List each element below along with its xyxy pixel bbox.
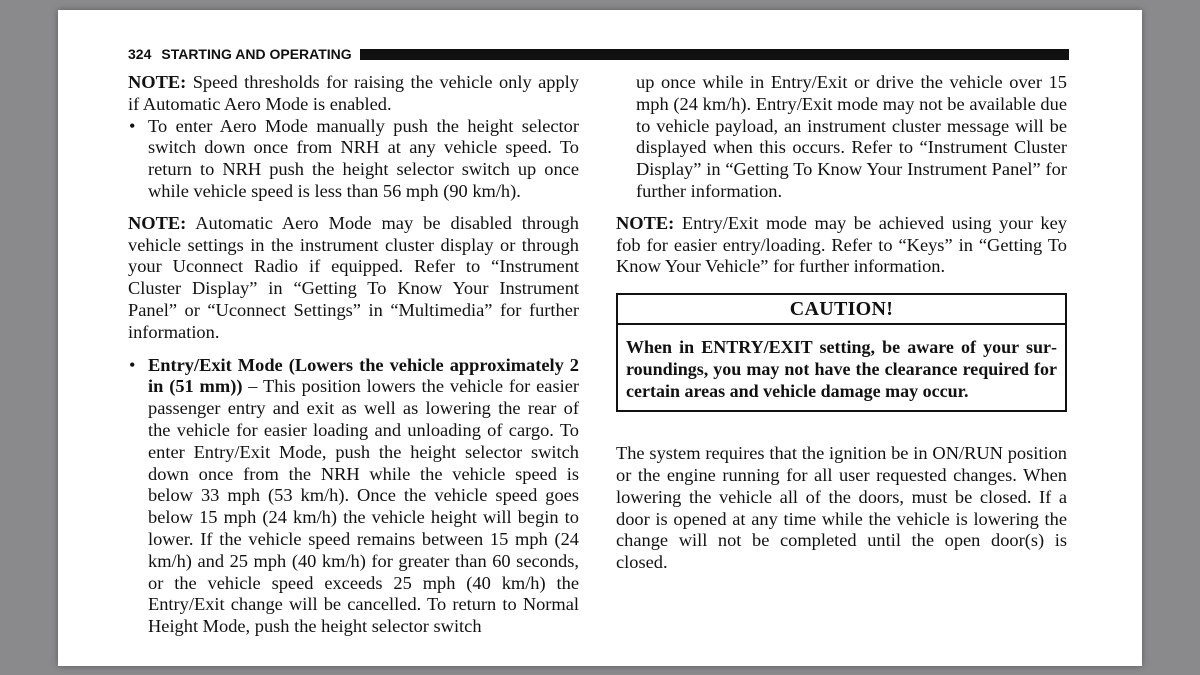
left-column xyxy=(128,72,579,638)
bullet-icon: • xyxy=(129,354,136,375)
page-number: 324 xyxy=(128,46,152,62)
note-automatic-aero xyxy=(128,213,579,344)
page-header xyxy=(128,46,1069,62)
right-column xyxy=(616,72,1067,574)
note-label: NOTE: xyxy=(616,212,675,233)
bullet-entry-exit-mode xyxy=(128,355,579,638)
bullet-text: To enter Aero Mode manually push the height selector switch down once from NRH at any vehicle speed. To return to NRH push the height selector switch up once while vehicle speed is less than 56 mph (90 km/h). xyxy=(148,115,579,201)
continued-paragraph: up once while in Entry/Exit or drive the vehicle over 15 mph (24 km/h). Entry/Exit mode may not be available due to vehicle payload, an instrument cluster message will be displayed when this occurs. Refer to “Instrument Cluster Display” in “Getting To Know Your Instrument Panel” for further information. xyxy=(636,72,1067,201)
system-requirements-paragraph: The system requires that the ignition be in ON/RUN position or the engine running for all user requested changes. When lowering the vehicle all of the doors, must be closed. If a door is opened at any time while the vehicle is lowering the change will not be completed until the open door(s) is closed. xyxy=(616,443,1067,573)
bullet-icon: • xyxy=(129,115,136,136)
note-key-fob xyxy=(616,213,1067,278)
document-page xyxy=(58,10,1142,666)
caution-box xyxy=(616,293,1067,412)
note-text: Automatic Aero Mode may be disabled through vehicle settings in the instrument cluster display or through your Uconnect Radio if equipped. Refer to “Instrument Cluster Display” in “Getting To Know Your Instrument Panel” or “Uconnect Settings” in “Multimedia” for further information. xyxy=(128,212,579,342)
note-label: NOTE: xyxy=(128,212,187,233)
note-text: Entry/Exit mode may be achieved using your key fob for easier entry/loading. Refer to “Keys” in “Getting To Know Your Vehicle” for further information. xyxy=(616,212,1067,277)
bullet-aero-mode xyxy=(128,116,579,203)
bullet-text: – This position lowers the vehicle for easier passenger entry and exit as well as lowering the rear of the vehicle for easier loading and unloading of cargo. To enter Entry/Exit Mode, push the height selector switch down once from the NRH while the vehicle speed is below 33 mph (53 km/h). Once the vehicle speed goes below 15 mph (24 km/h) the vehicle height will begin to lower. If the vehicle speed remains between 15 mph (24 km/h) and 25 mph (40 km/h) for greater than 60 seconds, or the vehicle speed exceeds 25 mph (40 km/h) the Entry/Exit change will be cancelled. To return to Normal Height Mode, push the height selector switch xyxy=(148,376,580,637)
caution-text: When in ENTRY/EXIT setting, be aware of your surroundings, you may not have the clearance required for certain areas and vehicle damage may occur. xyxy=(626,337,1057,402)
note-label: NOTE: xyxy=(128,72,187,92)
note-text: Speed thresholds for raising the vehicle only apply if Automatic Aero Mode is enabled. xyxy=(128,72,579,114)
bullet-bold-heading: Entry/Exit Mode (Lowers the vehicle approximately 2 in (51 mm)) xyxy=(148,354,579,397)
caution-title: CAUTION! xyxy=(618,295,1065,325)
header-rule xyxy=(360,49,1069,60)
section-title: STARTING AND OPERATING xyxy=(161,46,352,62)
note-speed-thresholds xyxy=(128,72,579,116)
